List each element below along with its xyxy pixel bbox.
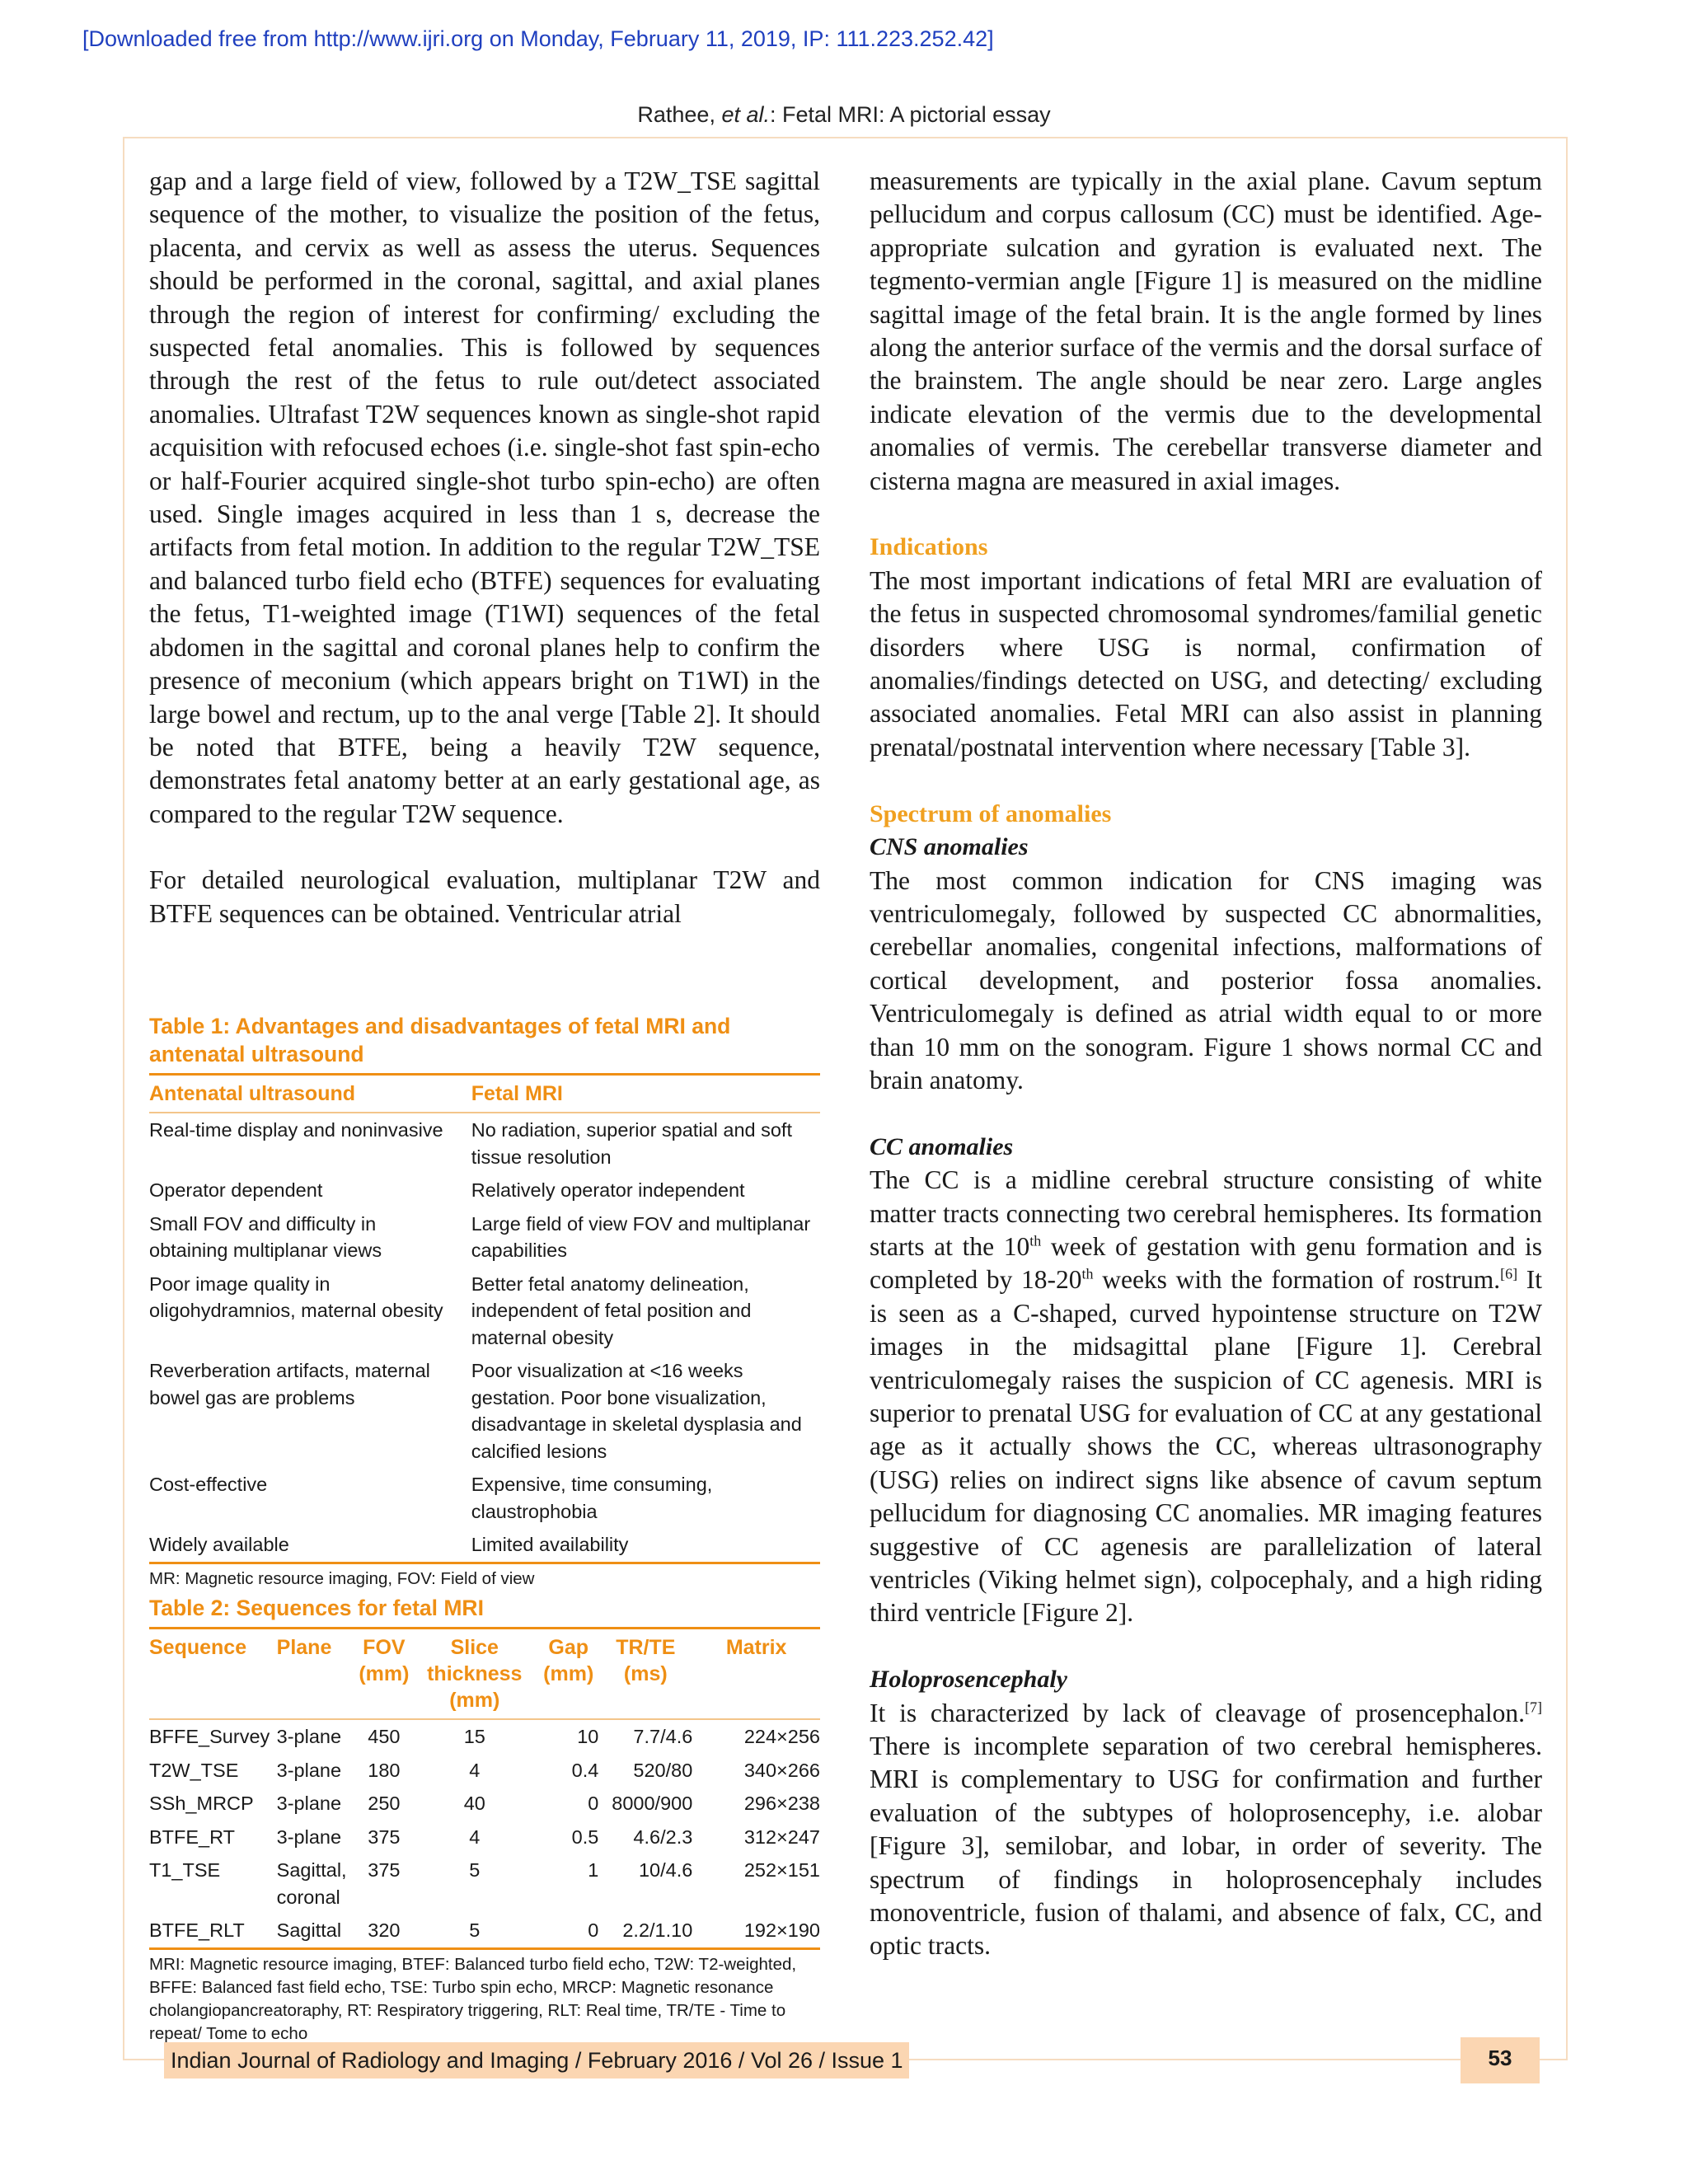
table-2-header-cell: Matrix (725, 1636, 787, 1659)
table-cell: Sagittal, coronal (276, 1859, 347, 1908)
table-cell: 0 (588, 1919, 599, 1941)
table-cell: Operator dependent (149, 1179, 323, 1201)
table-cell: 10/4.6 (638, 1859, 693, 1881)
table-cell: BFFE_Survey (149, 1726, 270, 1747)
table-2-header-cell: Sequence (149, 1636, 247, 1659)
page-number: 53 (1461, 2037, 1540, 2083)
running-head-etal: et al. (721, 102, 770, 127)
table-cell: 3-plane (276, 1825, 342, 1848)
table-cell: 3-plane (276, 1726, 342, 1747)
running-head-authors: Rathee, (637, 102, 722, 127)
cc-superscript: th (1029, 1232, 1042, 1249)
running-head-title: : Fetal MRI: A pictorial essay (770, 102, 1051, 127)
right-paragraph-1: measurements are typically in the axial plane. Cavum septum pellucidum and corpus callosum (CC) must be identified. Age-appropriate sulcation and gyration is evaluated next. The tegmento-vermian angle [Figure 1] is measured on the midline sagittal image of the fetal brain. It is the angle formed by lines along the anterior surface of the vermis and the dorsal surface of the brainstem. The angle should be near zero. Large angles indicate elevation of the vermis due to the developmental anomalies of vermis. The cerebellar transverse diameter and cisterna magna are measured in axial images. (870, 166, 1542, 495)
table-cell: 520/80 (633, 1759, 693, 1781)
table-cell: Small FOV and difficulty in obtaining multiplanar views (149, 1212, 382, 1261)
table-cell: BTFE_RLT (149, 1919, 245, 1941)
table-2-header-cell: FOV (mm) (359, 1636, 410, 1685)
table-cell: No radiation, superior spatial and soft tissue resolution (471, 1119, 792, 1168)
table-cell: Widely available (149, 1534, 289, 1555)
reference-link[interactable]: [7] (1525, 1699, 1542, 1716)
table-cell: Better fetal anatomy delineation, independent of fetal position and maternal obesity (471, 1272, 752, 1348)
indications-paragraph: The most important indications of fetal MRI are evaluation of the fetus in suspected chromosomal syndromes/familial genetic disorders where USG is normal, confirmation of anomalies/findings detected on USG, and detecting/ excluding associated anomalies. Fetal MRI can also assist in planning prenatal/postnatal intervention where necessary [Table 3]. (870, 565, 1542, 762)
table-2 (149, 1594, 820, 2046)
table-1-header-row (149, 1075, 820, 1113)
table-1-grid (149, 1073, 820, 1564)
table-cell: 4.6/2.3 (633, 1825, 693, 1848)
left-paragraph-2: For detailed neurological evaluation, multiplanar T2W and BTFE sequences can be obtained. Ventricular atrial (149, 865, 820, 928)
holo-text-part: There is incomplete separation of two cerebral hemispheres. MRI is complementary to USG for confirmation and further evaluation of the subtypes of holoprosencephy, i.e. alobar [Figure 3], semilobar, and lobar, in order of severity. The spectrum of findings in holoprosencephaly includes monoventricle, fusion of thalami, and absence of falx, CC, and optic tracts. (870, 1732, 1542, 1961)
cc-text-part: weeks with the formation of rostrum. (1093, 1265, 1501, 1295)
cc-text-part: week of gestation with genu formation and is completed by 18-20 (870, 1231, 1542, 1295)
footer-journal-info: Indian Journal of Radiology and Imaging / February 2016 / Vol 26 / Issue 1 (164, 2042, 909, 2079)
table-cell: 180 (368, 1759, 401, 1781)
table-cell: 250 (368, 1793, 401, 1814)
table-2-header-row (149, 1629, 820, 1720)
left-paragraph-1: gap and a large field of view, followed by a T2W_TSE sagittal sequence of the mother, to visualize the position of the fetus, placenta, and cervix as well as assess the uterus. Sequences should be performed in the coronal, sagittal, and axial planes through the region of interest for confirming/ excluding the suspected fetal anomalies. This is followed by sequences through the rest of the fetus to rule out/detect associated anomalies. Ultrafast T2W sequences known as single-shot rapid acquisition with refocused echoes (i.e. single-shot fast spin-echo or half-Fourier acquired single-shot turbo spin-echo) are often used. Single images acquired in less than 1 s, decrease the artifacts from fetal motion. In addition to the regular T2W_TSE and balanced turbo field echo (BTFE) sequences for evaluating the fetus, T1-weighted image (T1WI) sequences of the fetal abdomen in the sagittal and coronal planes help to confirm the presence of meconium (which appears bright on T1WI) in the large bowel and rectum, up to the anal verge [Table 2]. It should be noted that BTFE, being a heavily T2W sequence, demonstrates fetal anatomy better at an early gestational age, as compared to the regular T2W sequence. (149, 166, 820, 828)
table-cell: 252×151 (743, 1859, 820, 1881)
cc-paragraph (870, 1164, 1542, 1630)
table-2-header-cell: Gap (mm) (543, 1636, 594, 1685)
reference-link[interactable]: [6] (1500, 1265, 1518, 1282)
table-cell: Sagittal (276, 1919, 342, 1941)
table-2-header-cell: TR/TE (ms) (616, 1636, 676, 1685)
table-cell: Poor visualization at <16 weeks gestation. Poor bone visualization, disadvantage in skeletal dysplasia and calcified lesions (471, 1360, 802, 1462)
table-cell: 4 (469, 1759, 481, 1781)
download-banner[interactable]: [Downloaded free from http://www.ijri.org on Monday, February 11, 2019, IP: 111.223.252.42] (82, 26, 994, 51)
table-cell: Poor image quality in oligohydramnios, maternal obesity (149, 1272, 443, 1321)
table-cell: 0 (588, 1793, 599, 1814)
cns-heading: CNS anomalies (870, 833, 1029, 861)
table-2-header-cell: Slice thickness (mm) (427, 1636, 523, 1712)
table-row (149, 1174, 820, 1207)
table-cell: 4 (469, 1825, 481, 1848)
table-cell: 8000/900 (612, 1793, 693, 1814)
table-cell: 40 (463, 1793, 485, 1814)
table-row (149, 1528, 820, 1563)
table-row (149, 1914, 820, 1948)
table-cell: Large field of view FOV and multiplanar capabilities (471, 1212, 811, 1261)
table-row (149, 1468, 820, 1528)
table-cell: 320 (368, 1919, 401, 1941)
right-column (870, 165, 1542, 1963)
cns-paragraph: The most common indication for CNS imaging was ventriculomegaly, followed by suspected CC abnormalities, cerebellar anomalies, congenital infections, malformations of cortical development, and posterior fossa anomalies. Ventriculomegaly is defined as atrial width equal to or more than 10 mm on the sonogram. Figure 1 shows normal CC and brain anatomy. (870, 865, 1542, 1094)
table-2-caption: Table 2: Sequences for fetal MRI (149, 1596, 484, 1620)
table-cell: BTFE_RT (149, 1825, 236, 1848)
table-cell: 7.7/4.6 (633, 1726, 693, 1747)
cc-heading: CC anomalies (870, 1132, 1014, 1160)
table-cell: 296×238 (743, 1793, 820, 1814)
spectrum-heading: Spectrum of anomalies (870, 799, 1112, 827)
table-cell: Relatively operator independent (471, 1179, 745, 1201)
holo-text-part: It is characterized by lack of cleavage of prosencephalon. (870, 1698, 1525, 1727)
table-2-header-cell: Plane (276, 1636, 332, 1659)
running-head (0, 102, 1688, 128)
table-row (149, 1207, 820, 1268)
table-cell: Real-time display and noninvasive (149, 1119, 443, 1141)
table-1 (149, 1012, 820, 1591)
table-row (149, 1354, 820, 1468)
table-cell: Reverberation artifacts, maternal bowel gas are problems (149, 1360, 430, 1408)
table-row (149, 1268, 820, 1355)
cc-text-part: It is seen as a C-shaped, curved hypointense structure on T2W images in the midsagittal plane [Figure 1]. Cerebral ventriculomegaly raises the suspicion of CC agenesis. MRI is superior to prenatal USG for evaluation of CC at any gestational age as it actually shows the CC, whereas ultrasonography (USG) relies on indirect signs like absence of cavum septum pellucidum for diagnosing CC anomalies. MR imaging features suggestive of CC agenesis are parallelization of lateral ventricles (Viking helmet sign), colpocephaly, and a high riding third ventricle [Figure 2]. (870, 1265, 1542, 1628)
left-column (149, 165, 820, 930)
holoprosencephaly-heading: Holoprosencephaly (870, 1666, 1067, 1694)
table-row (149, 1787, 820, 1821)
table-cell: Limited availability (471, 1534, 629, 1555)
table-2-footnote: MRI: Magnetic resource imaging, BTEF: Balanced turbo field echo, T2W: T2-weighted, BFFE: Balanced fast field echo, TSE: Turbo spin echo, MRCP: Magnetic resonance cholangiopancreatoraphy, RT: Respiratory triggering, RLT: Real time, TR/TE - Time to repeat/ Tome to echo (149, 1954, 797, 2043)
table-cell: Cost-effective (149, 1474, 268, 1495)
table-2-grid (149, 1627, 820, 1950)
table-row (149, 1821, 820, 1854)
cc-text-part: The CC is a midline cerebral structure consisting of white matter tracts connecting two cerebral hemispheres. Its formation starts at the 10 (870, 1165, 1542, 1261)
table-row (149, 1719, 820, 1754)
table-cell: 15 (463, 1726, 485, 1747)
holoprosencephaly-paragraph (870, 1697, 1542, 1963)
table-cell: 450 (368, 1726, 401, 1747)
table-cell: T1_TSE (149, 1859, 221, 1881)
table-1-header-cell: Fetal MRI (471, 1082, 563, 1105)
table-cell: 3-plane (276, 1759, 342, 1781)
table-row (149, 1113, 820, 1174)
table-row (149, 1854, 820, 1914)
table-cell: 375 (368, 1825, 401, 1848)
table-cell: 375 (368, 1859, 401, 1881)
table-cell: 224×256 (743, 1726, 820, 1747)
table-cell: 2.2/1.10 (622, 1919, 693, 1941)
table-1-header-cell: Antenatal ultrasound (149, 1082, 356, 1105)
table-cell: Expensive, time consuming, claustrophobia (471, 1474, 713, 1522)
indications-heading: Indications (870, 533, 988, 561)
table-cell: 0.5 (571, 1825, 599, 1848)
table-1-caption: Table 1: Advantages and disadvantages of fetal MRI and antenatal ultrasound (149, 1014, 731, 1066)
table-cell: 3-plane (276, 1793, 342, 1814)
cc-superscript: th (1081, 1265, 1094, 1282)
table-cell: 1 (588, 1859, 599, 1881)
table-cell: 312×247 (743, 1825, 820, 1848)
table-cell: 192×190 (743, 1919, 820, 1941)
table-cell: 340×266 (743, 1759, 820, 1781)
table-cell: T2W_TSE (149, 1759, 239, 1781)
table-cell: 0.4 (571, 1759, 599, 1781)
table-cell: SSh_MRCP (149, 1793, 254, 1814)
table-cell: 5 (469, 1859, 481, 1881)
table-cell: 5 (469, 1919, 481, 1941)
table-row (149, 1754, 820, 1788)
table-1-footnote: MR: Magnetic resource imaging, FOV: Field of view (149, 1568, 535, 1588)
table-cell: 10 (577, 1726, 599, 1747)
